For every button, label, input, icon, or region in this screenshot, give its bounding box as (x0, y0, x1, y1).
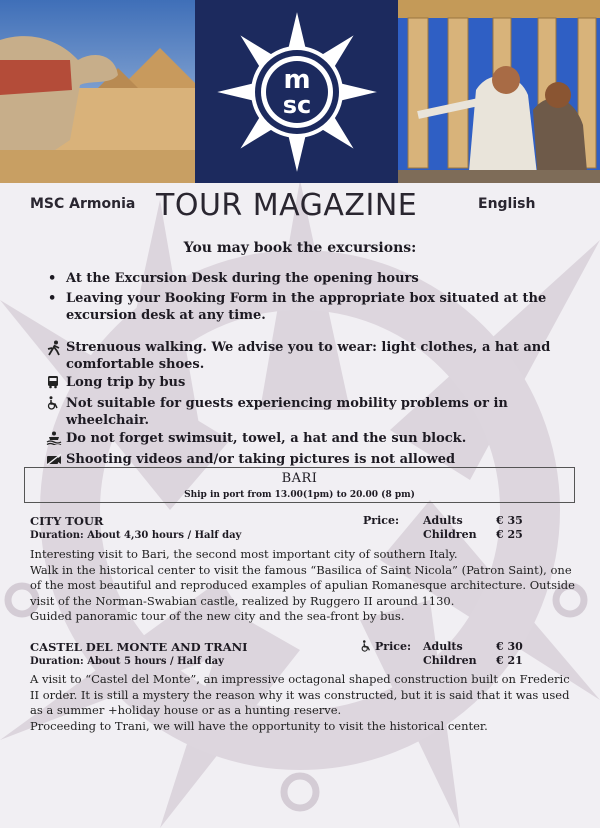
children-label: Children (423, 528, 477, 541)
svg-text:sc: sc (282, 90, 311, 119)
booking-heading: You may book the excursions: (183, 240, 417, 256)
walking-icon (46, 340, 66, 361)
description-line: A visit to “Castel del Monte”, an impressive octagonal shaped construction built on Frederic II order. It is still a mystery the reason why it was constructed, but it is said that it was used as a summer +holiday house or as a hunting reserve. (30, 672, 570, 717)
price-label: Price: (375, 640, 412, 653)
ship-name: MSC Armonia (30, 196, 136, 212)
adults-price: € 35 (496, 514, 523, 527)
swimsuit-icon (46, 431, 66, 450)
msc-logo-panel (195, 0, 398, 183)
camel-pyramids-photo (0, 0, 195, 183)
legend-row (46, 431, 576, 450)
legend-text: Strenuous walking. We advise you to wear: light clothes, a hat and comfortable shoes. (66, 340, 551, 372)
port-heading-box (24, 467, 575, 503)
booking-list (44, 270, 574, 327)
description-line: Interesting visit to Bari, the second most important city of southern Italy. (30, 547, 458, 561)
masthead (0, 188, 600, 234)
tour-title: CITY TOUR (30, 514, 104, 528)
icon-legend (46, 340, 576, 473)
description-line: Walk in the historical center to visit the famous “Basilica of Saint Nicola” (Patron Saint), one of the most beautiful and reproduced examples of apulian Romanesque architecture. Outside visit of the Norman-Swabian castle, realized by Ruggero II around 1130. (30, 562, 575, 608)
legend-row (46, 375, 576, 394)
tour-title: CASTEL DEL MONTE AND TRANI (30, 640, 248, 654)
legend-text: Not suitable for guests experiencing mobility problems or in wheelchair. (66, 396, 508, 428)
tour-description (30, 672, 575, 734)
port-name: BARI (281, 471, 318, 486)
parthenon-photo (398, 0, 600, 183)
price-label: Price: (363, 514, 400, 527)
description-line: Guided panoramic tour of the new city and the sea-front by bus. (30, 609, 405, 623)
children-price: € 21 (496, 654, 523, 667)
tour-city-tour (30, 514, 575, 541)
adults-price: € 30 (496, 640, 523, 653)
bus-icon (46, 375, 66, 394)
tour-duration: Duration: About 5 hours / Half day (30, 656, 224, 667)
children-label: Children (423, 654, 477, 667)
tour-description (30, 547, 575, 625)
children-price: € 25 (496, 528, 523, 541)
adults-label: Adults (423, 514, 463, 527)
legend-text: Do not forget swimsuit, towel, a hat and the sun block. (66, 431, 467, 446)
language-label: English (478, 196, 536, 212)
magazine-title: TOUR MAGAZINE (156, 188, 418, 223)
list-item: • At the Excursion Desk during the opening hours (44, 270, 574, 287)
legend-text: Shooting videos and/or taking pictures is not allowed (66, 452, 456, 467)
wheelchair-icon (360, 640, 372, 655)
legend-row (46, 396, 576, 429)
msc-compass-logo (212, 7, 382, 177)
adults-label: Adults (423, 640, 463, 653)
port-schedule: Ship in port from 13.00(1pm) to 20.00 (8 pm) (184, 490, 415, 500)
legend-text: Long trip by bus (66, 375, 186, 390)
svg-text:m: m (282, 64, 311, 95)
header-banner (0, 0, 600, 183)
wheelchair-icon (46, 396, 66, 415)
legend-row (46, 340, 576, 373)
description-line: Proceeding to Trani, we will have the opportunity to visit the historical center. (30, 718, 488, 733)
list-item: • Leaving your Booking Form in the appropriate box situated at the excursion desk at any time. (44, 290, 574, 324)
tour-duration: Duration: About 4,30 hours / Half day (30, 530, 242, 541)
tour-castel-del-monte (30, 640, 575, 667)
